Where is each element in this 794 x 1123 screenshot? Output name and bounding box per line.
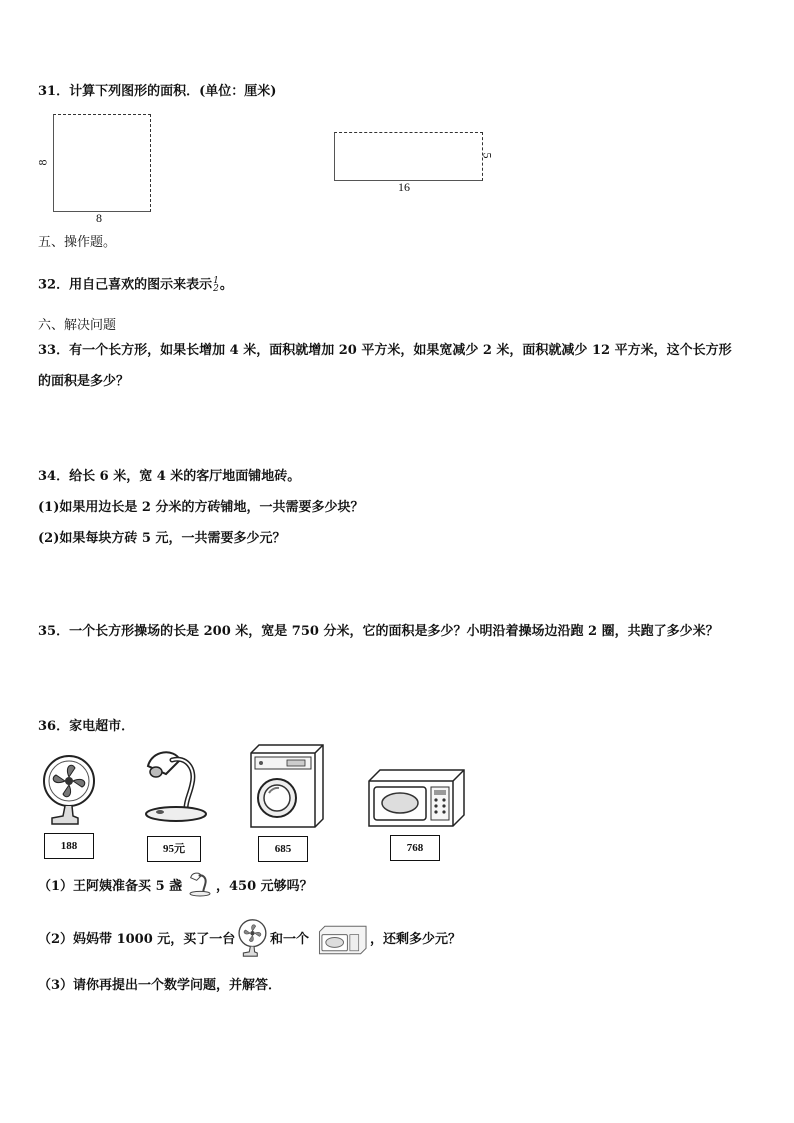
square-side-label: 8	[35, 159, 50, 166]
washing-machine-icon	[247, 743, 327, 829]
price-tag-microwave: 768	[390, 835, 440, 861]
fan-small-icon	[238, 918, 268, 958]
rectangle-figure	[334, 132, 483, 181]
question-36-sub2-mid: 和一个	[270, 932, 310, 947]
section-6-heading: 六、解决问题	[38, 318, 117, 333]
desk-lamp-icon	[140, 746, 212, 824]
question-34-line3: (2)如果每块方砖 5 元，一共需要多少元？	[38, 531, 286, 546]
microwave-small-icon	[318, 924, 368, 956]
question-32-suffix: 。	[219, 277, 233, 293]
question-36-sub1-prefix: （1）王阿姨准备买 5 盏	[38, 879, 183, 894]
square-bottom-label: 8	[96, 211, 102, 225]
fraction-denominator: 2	[213, 284, 219, 294]
question-36-sub2-suffix: ，还剩多少元？	[370, 932, 462, 947]
question-33-line2: 的面积是多少？	[38, 374, 130, 389]
question-32	[38, 277, 233, 294]
question-32-prefix: 32．用自己喜欢的图示来表示	[38, 277, 213, 293]
price-tag-fan: 188	[44, 833, 94, 859]
microwave-icon	[366, 767, 468, 829]
rectangle-side-label: 5	[480, 152, 495, 159]
price-tag-washing-machine: 685	[258, 836, 308, 862]
question-36-sub1-suffix: ，450 元够吗？	[216, 879, 313, 894]
section-5-heading: 五、操作题。	[38, 235, 117, 250]
question-36-sub2-prefix: （2）妈妈带 1000 元，买了一台	[38, 932, 236, 947]
question-34-line1: 34．给长 6 米，宽 4 米的客厅地面铺地砖。	[38, 469, 301, 484]
fraction-numerator: 1	[213, 276, 219, 286]
question-36-title: 36．家电超市．	[38, 719, 135, 734]
question-35: 35．一个长方形操场的长是 200 米，宽是 750 分米，它的面积是多少？小明沿着操场边沿跑 2 圈，共跑了多少米？	[38, 624, 719, 639]
price-tag-lamp: 95元	[147, 836, 201, 862]
desk-lamp-small-icon	[188, 869, 212, 899]
question-33-line1: 33．有一个长方形，如果长增加 4 米，面积就增加 20 平方米，如果宽减少 2 米，面积就减少 12 平方米，这个长方形	[38, 343, 732, 358]
rectangle-bottom-label: 16	[398, 180, 410, 194]
square-figure	[53, 114, 151, 212]
question-36-sub3: （3）请你再提出一个数学问题，并解答．	[38, 978, 282, 993]
question-34-line2: (1)如果用边长是 2 分米的方砖铺地，一共需要多少块？	[38, 500, 364, 515]
fan-icon	[42, 754, 98, 826]
question-31: 31．计算下列图形的面积．(单位：厘米)	[38, 84, 277, 99]
fraction-one-half	[213, 277, 219, 293]
